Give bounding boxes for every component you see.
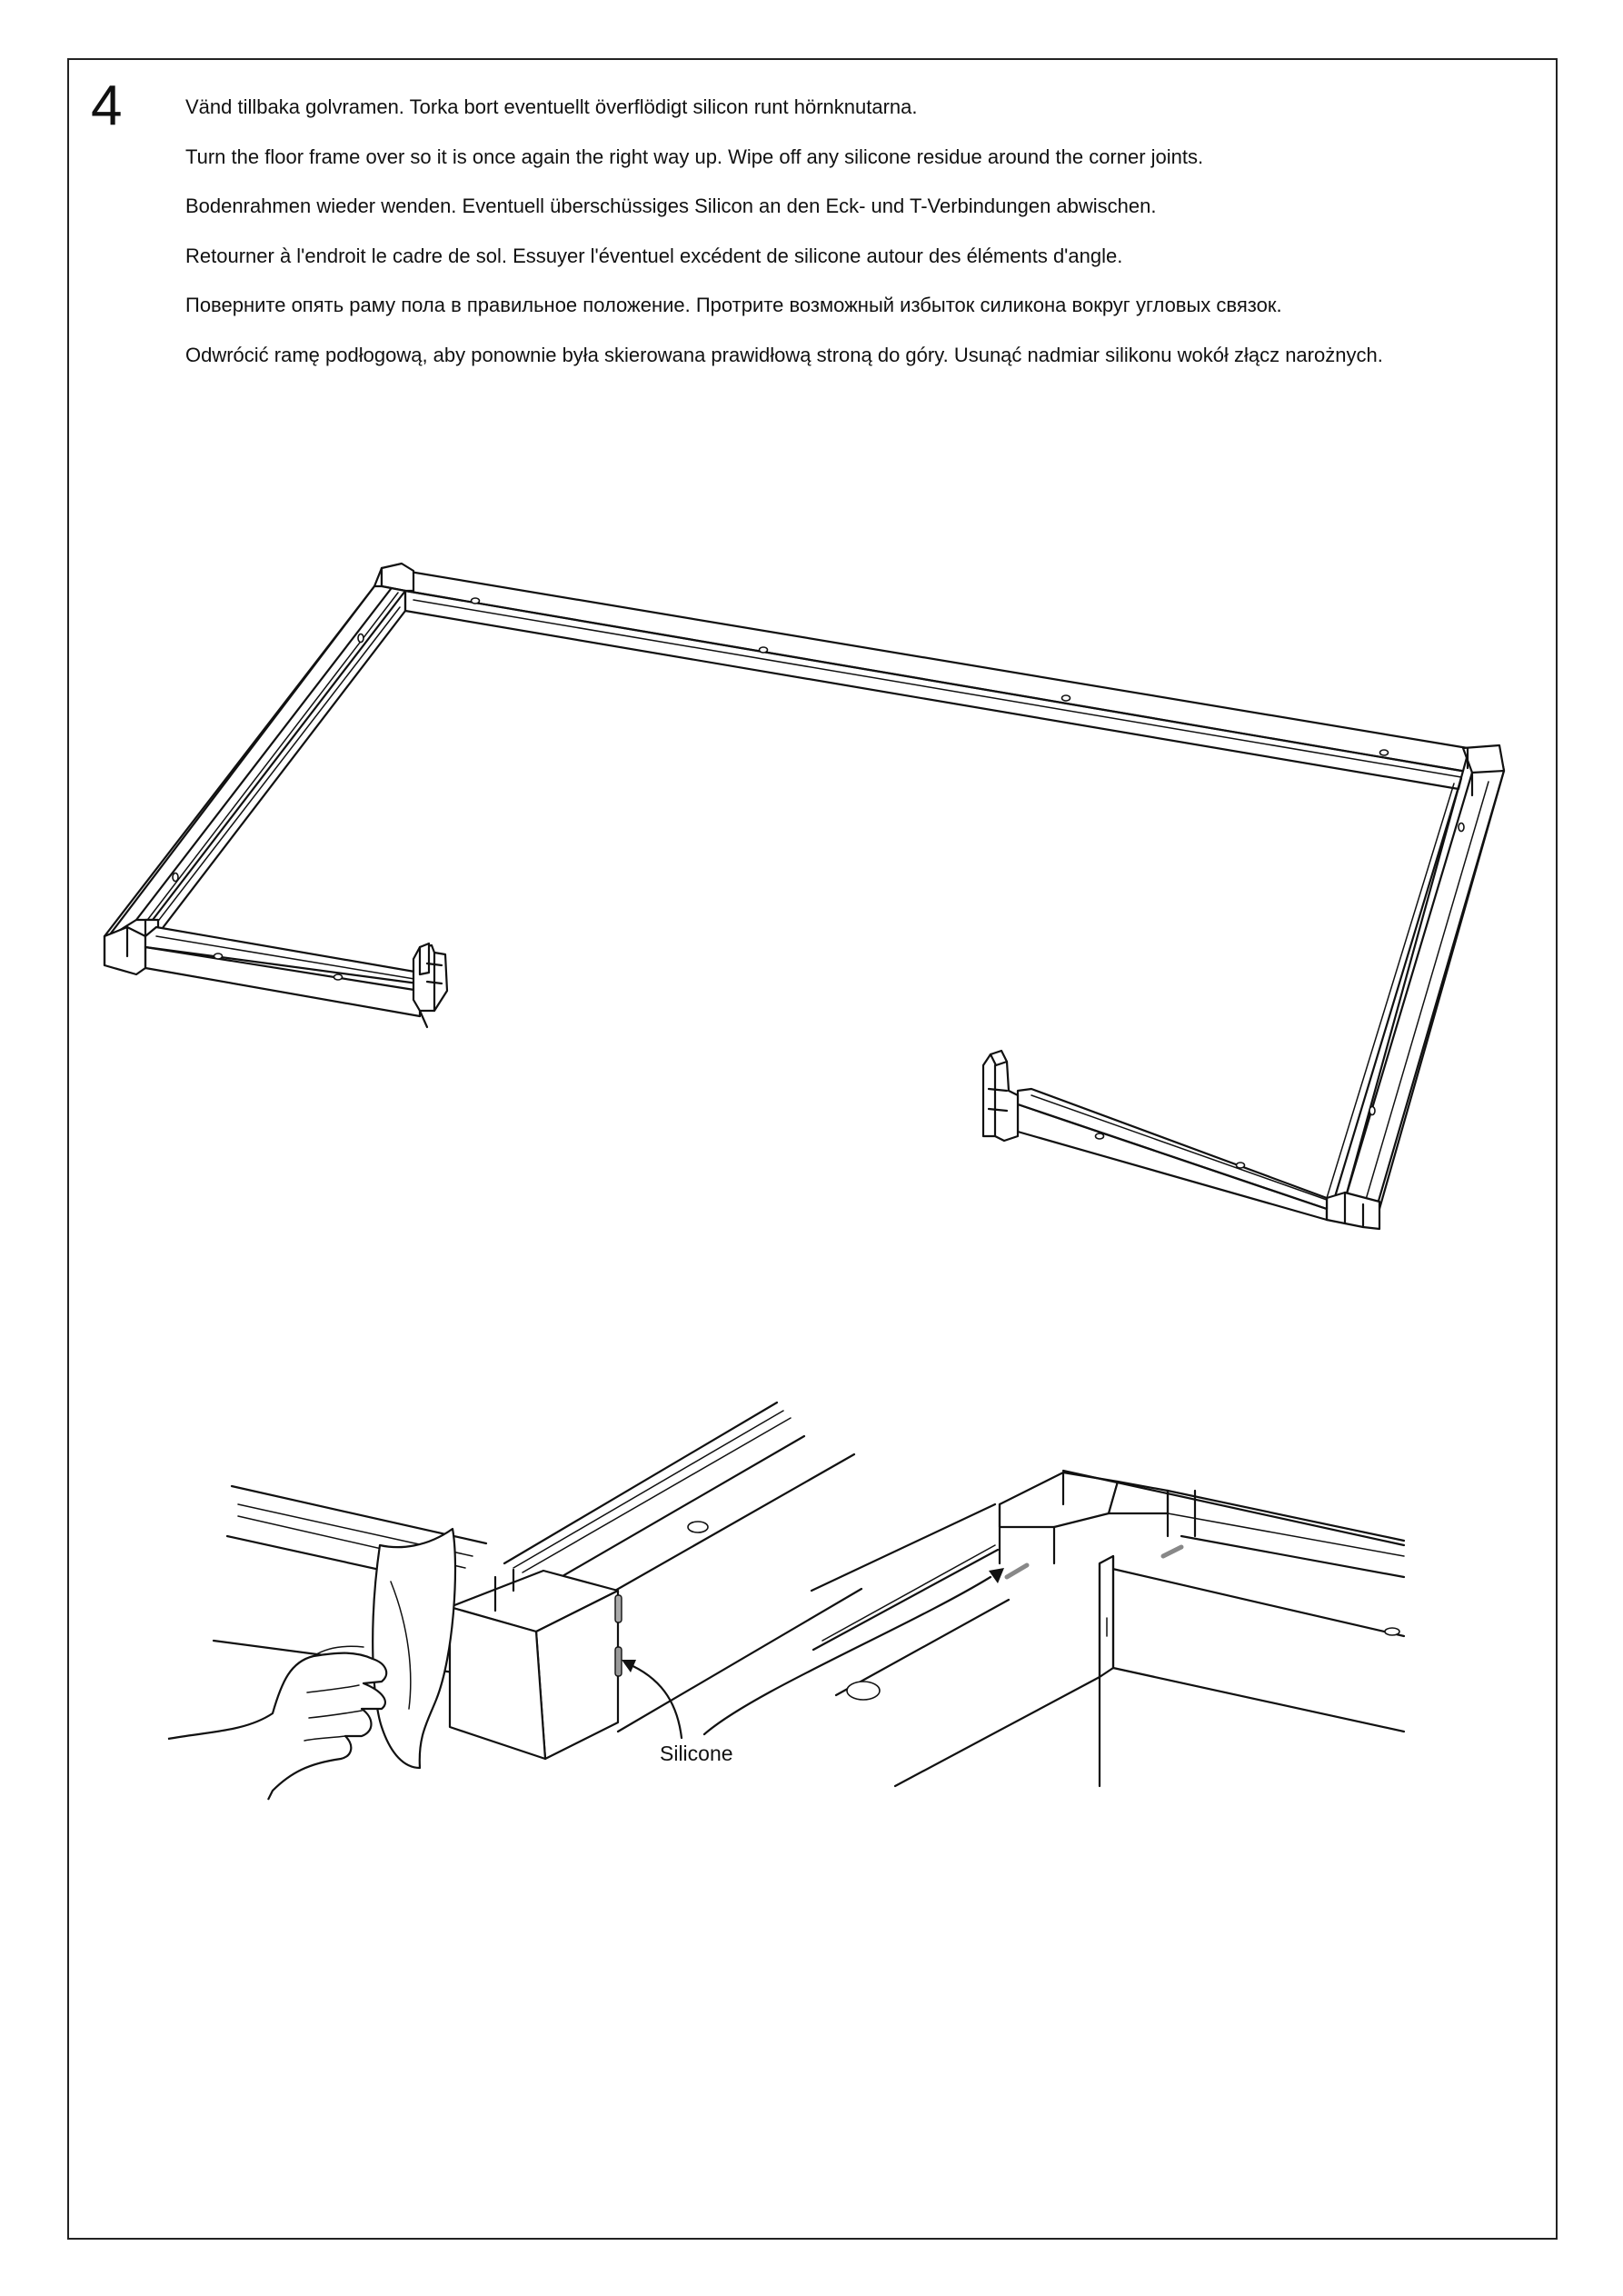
step-number: 4 [91, 75, 123, 137]
instruction-en: Turn the floor frame over so it is once again the right way up. Wipe off any silicone residue around the corner joints. [185, 145, 1204, 168]
instruction-fr: Retourner à l'endroit le cadre de sol. Essuyer l'éventuel excédent de silicone autour des éléments d'angle. [185, 244, 1123, 267]
wipe-detail-illustration [168, 1403, 861, 1800]
instruction-de: Bodenrahmen wieder wenden. Eventuell überschüssiges Silicon an den Eck- und T-Verbindungen abwischen. [185, 195, 1157, 217]
instruction-pl: Odwrócić ramę podłogową, aby ponownie była skierowana prawidłową stroną do góry. Usunąć nadmiar silikonu wokół złącz narożnych. [185, 343, 1383, 366]
instruction-sv: Vänd tillbaka golvramen. Torka bort eventuellt överflödigt silicon runt hörnknutarna. [185, 95, 918, 118]
instruction-ru: Поверните опять раму пола в правильное положение. Протрите возможный избыток силикона вокруг угловых связок. [185, 294, 1282, 316]
floor-frame-illustration [105, 564, 1504, 1229]
silicone-callout-label: Silicone [660, 1742, 733, 1765]
hand-wiping-cloth-icon [168, 1529, 455, 1800]
corner-joint-detail-illustration [704, 1471, 1404, 1786]
